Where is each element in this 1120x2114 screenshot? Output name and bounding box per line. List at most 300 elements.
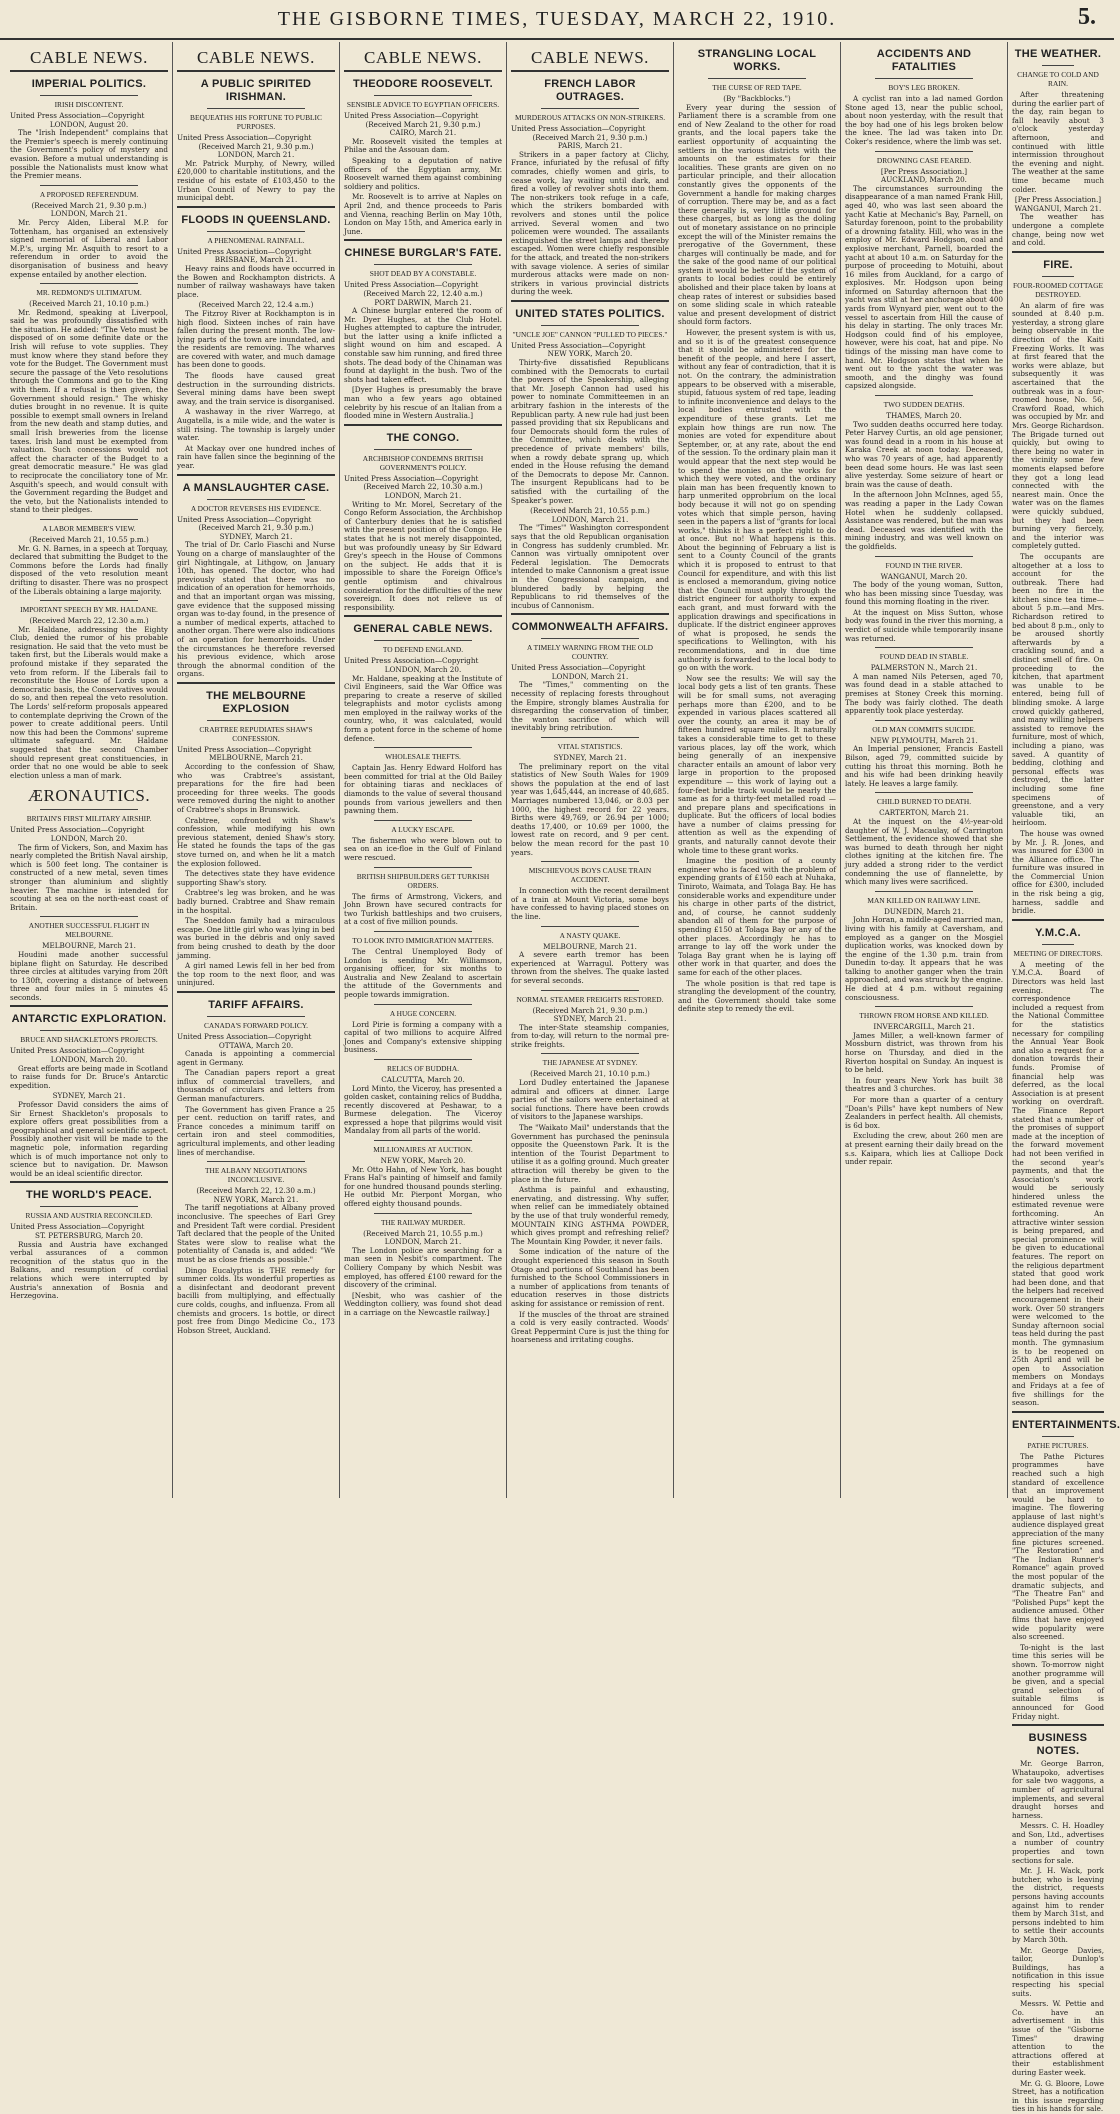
article-subhead: THE ALBANY NEGOTIATIONS INCONCLUSIVE. (205, 1166, 307, 1185)
paragraph: In the afternoon John McInnes, aged 55, was reading a paper in the Lady Cowan Hotel when he suddenly collapsed. Assistance was rendered, but the man was dead. Deceased was identified with the mining industry, and was well known on the goldfields. (845, 490, 1003, 551)
dateline: NEW YORK, March 20. (547, 349, 633, 359)
paragraph: Crabtree's leg was broken, and he was badly burned. Crabtree and Shaw remain in the hospital. (177, 888, 335, 915)
section-heading: CABLE NEWS. (364, 48, 482, 67)
paragraph: The Canadian papers report a great influx of commercial travellers, and thousands of circulars and letters from German manufacturers. (177, 1068, 335, 1104)
press-credit: United Press Association—Copyright (10, 1222, 145, 1232)
article-headline: ENTERTAINMENTS. (1012, 1418, 1120, 1431)
article-subhead: MR. REDMOND'S ULTIMATUM. (36, 288, 142, 298)
press-credit: United Press Association—Copyright (177, 246, 312, 256)
dateline: (Received March 21, 10.55 p.m.) (530, 506, 650, 516)
paragraph: A severe earth tremor has been experienced at Warragul. Pottery was thrown from the shelves. The quake lasted for several seconds. (511, 950, 669, 985)
subhead-rule (374, 1059, 472, 1060)
subhead-rule (1042, 276, 1074, 277)
dateline: LONDON, March 20. (50, 833, 128, 843)
paragraph: John Horan, a middle-aged married man, living with his family at Caversham, and employed as a ganger on the Mosgiel duplication works, was knocked down by the engine of the 1.30 p.m. train from Dunedin to-day. It appears that he was talking to another ganger when the train approached, and was struck by the engine. He died at 4 p.m. without regaining consciousness. (845, 915, 1003, 1002)
dateline: (Received March 21, 9.30 p.m.) (31, 200, 147, 210)
paragraph: The inter-State steamship companies, from to-day, will return to the normal pre-strike freights. (511, 1022, 669, 1049)
dateline: SYDNEY, March 21. (52, 1091, 126, 1101)
paragraph: A girl named Lewis fell in her bed from the top room to the next floor, and was uninjured. (177, 961, 335, 988)
paragraph: Mr. Otto Hahn, of New York, has bought Frans Hal's painting of himself and family for one hundred thousand pounds sterling. He outbid Mr. Pierpont Morgan, who offered eighty thousand pounds. (344, 1164, 502, 1209)
paragraph: Excluding the crew, about 260 men are at present earning their daily bread on the s.s. Kaipara, which lies at Calliope Dock under repair. (845, 1131, 1003, 1167)
paragraph: A cyclist ran into a lad named Gordon Stone aged 13, near the public school, about noon yesterday, with the result that the boy had one of his legs broken below the knee. The lad was taken into Dr. Coker's residence, where the limb was set. (845, 94, 1003, 146)
subhead-rule (374, 867, 472, 868)
press-credit: United Press Association—Copyright (177, 744, 312, 754)
paragraph: At the inquest on Miss Sutton, whose body was found in the river this morning, a verdict of suicide while temporarily insane was returned. (845, 607, 1003, 643)
paragraph: Messrs. W. Pettie and Co. have an advertisement in this issue of the "Gisborne Times" drawing attention to the attractions offered at their establishment during Easter week. (1012, 1999, 1104, 2077)
article-subhead: A HUGE CONCERN. (389, 1008, 457, 1018)
paragraph: A man named Nils Petersen, aged 70, was found dead in a stable attached to premises at Stoney Creek this morning. The body was fairly clothed. The death apparently took place yesterday. (845, 671, 1003, 716)
article-separator (10, 1005, 168, 1007)
subhead-rule (374, 820, 472, 821)
paragraph: At the inquest on the 4½-year-old daughter of W. J. Macaulay, of Carrington Settlement, the evidence showed that she was burned to death through her night clothes igniting at the kitchen fire. The jury added a strong rider to the verdict condemning the use of flannelette, by which many lives were sacrificed. (845, 816, 1003, 887)
subhead-rule (875, 792, 973, 793)
paragraph: The Central Unemployed Body of London is sending Mr. Williamson, organising officer, for six months to Australia and New Zealand to ascertain the attitude of the Governments and people towards immigration. (344, 946, 502, 999)
dateline: LONDON, March 20. (50, 1055, 128, 1065)
subhead-rule (374, 1213, 472, 1214)
paragraph: The firm of Vickers, Son, and Maxim has nearly completed the British Naval airship, which is 500 feet long. The container is constructed of a new metal, seven times stronger than aluminium and slightly heavier. The machine is intended for scouting at sea on the north-east coast of Britain. (10, 842, 168, 912)
subhead-rule (541, 861, 639, 862)
article-subhead: FOUND DEAD IN STABLE. (879, 652, 969, 662)
article-separator (10, 70, 168, 72)
dateline: MELBOURNE, March 21. (42, 941, 136, 951)
paragraph: Houdini made another successful biplane flight on Saturday. He described three circles at altitudes varying from 20ft to 130ft, covering a distance of between three and four miles in 5 minutes 45 seconds. (10, 949, 168, 1002)
dateline: INVERCARGILL, March 21. (873, 1022, 975, 1032)
dateline: (Received March 21, 9.30 p.m.) (532, 132, 648, 142)
subhead-rule (541, 926, 639, 927)
article-headline: THE WORLD'S PEACE. (26, 1189, 152, 1202)
article-subhead: VITAL STATISTICS. (557, 742, 623, 752)
paragraph: Lord Minto, the Viceroy, has presented a golden casket, containing relics of Buddha, recently discovered at Peshawar, to a Burmese delegation. The Viceroy expressed a hope that pilgrims would visit Mandalay from all parts of the world. (344, 1083, 502, 1136)
dateline: (Received March 21, 9.30 p.m.) (198, 141, 314, 151)
press-credit: United Press Association—Copyright (511, 340, 646, 350)
dateline: [Per Press Association.] (880, 166, 968, 176)
article-headline: A MANSLAUGHTER CASE. (182, 481, 330, 494)
column-4 (511, 42, 669, 1498)
paragraph: Lord Pirie is forming a company with a capital of two millions to acquire Alfred Jones and Company's extensive shipping business. (344, 1019, 502, 1055)
paragraph: Thirty-five dissatisfied Republicans combined with the Democrats to curtail the powers of the Speakership, alleging that Mr. Joseph Cannon had used his power to nominate Committeemen in an arbitrary fashion in the interests of the Republican party. A new rule had just been passed providing that six Republicans and four Democrats should form the rules of the Committee, which deals with the precedence of private members' bills, when a rowdy debate sprang up, which ended in the House refusing the demand of the Democrats to depose Mr. Cannon. The insurgent Republicans had to be satisfied with the curtailing of the Speaker's power. (511, 358, 669, 505)
press-credit: United Press Association—Copyright (344, 111, 479, 120)
article-separator (344, 615, 502, 617)
subhead-rule (541, 108, 639, 109)
dateline: CARTERTON, March 21. (879, 808, 969, 818)
paragraph: The trial of Dr. Carlo Fiaschi and Nurse Young on a charge of manslaughter of the girl Nightingale, at Lithgow, on January 10th, has opened. The doctor, who had previously stated that there was no indication of an operation for hemorrhoids, and that an important organ was missing, gave evidence that the supposed missing organ was to-day found, in the presence of a number of medical experts, attached to another organ. There were also indications of an operation for hemorrhoids. Under the circumstances he therefore reversed his previous evidence, which arose through the abnormal condition of the organs. (177, 540, 335, 679)
article-subhead: IMPORTANT SPEECH BY MR. HALDANE. (20, 605, 158, 615)
subhead-rule (207, 1161, 305, 1162)
dateline: BRISBANE, March 21. (214, 255, 298, 265)
subhead-rule (1042, 1436, 1074, 1437)
article-subhead: TWO SUDDEN DEATHS. (883, 400, 965, 409)
article-headline: FRENCH LABOR OUTRAGES. (544, 78, 636, 103)
subhead-rule (875, 395, 973, 396)
paragraph: The detectives state they have evidence supporting Shaw's story. (177, 869, 335, 887)
article-separator (177, 682, 335, 684)
subhead-rule (374, 95, 472, 96)
dateline: WANGANUI, March 21. (1014, 203, 1102, 213)
article-headline: FLOODS IN QUEENSLAND. (181, 213, 331, 226)
subhead-rule (40, 519, 138, 520)
column-rule (172, 42, 173, 1498)
dateline: (Received March 21, 10.10 p.m.) (530, 1069, 650, 1079)
article-subhead: FOUR-ROOMED COTTAGE DESTROYED. (1013, 280, 1103, 299)
article-headline: GENERAL CABLE NEWS. (353, 623, 493, 636)
paragraph: The "Irish Independent" complains that the Premier's speech is merely continuing the Government's policy of mystery and evasion. Before a mutual understanding is possible the Nationalists must know what the Premier means. (10, 128, 168, 181)
paragraph: Mr. J. H. Wack, pork butcher, who is leaving the district, requests persons having accounts against him to render them by March 31st, and persons indebted to him to settle their accounts by March 30th. (1012, 1866, 1104, 1944)
subhead-rule (374, 931, 472, 932)
paragraph: Mr. George Davies, tailor, Dunlop's Buildings, has a notification in this issue respecting his special suits. (1012, 1945, 1104, 1998)
press-credit: United Press Association—Copyright (177, 133, 312, 142)
article-separator (1012, 251, 1104, 253)
subhead-rule (541, 638, 639, 639)
press-credit: United Press Association—Copyright (511, 663, 646, 673)
article-subhead: MILLIONAIRES AT AUCTION. (373, 1145, 473, 1155)
paragraph: For more than a quarter of a century "Doan's Pills" have kept numbers of New Zealanders in perfect health. All chemists, is 6d box. (845, 1095, 1003, 1130)
article-subhead: FOUND IN THE RIVER. (885, 560, 963, 570)
paragraph: Crabtree, confronted with Shaw's confession, while modifying his own previous statement, denied Shaw's story. He stated he founds the taps of the gas stove turned on, and when he lit a match the explosion followed. (177, 815, 335, 868)
subhead-rule (40, 600, 138, 601)
press-credit: United Press Association—Copyright (10, 1046, 145, 1056)
column-rule (673, 42, 674, 1498)
article-subhead: NORMAL STEAMER FREIGHTS RESTORED. (516, 994, 664, 1004)
subhead-rule (875, 891, 973, 892)
subhead-rule (40, 95, 138, 96)
subhead-rule (40, 809, 138, 810)
article-separator (511, 613, 669, 615)
dateline: AUCKLAND, March 20. (881, 175, 967, 185)
dateline: LONDON, March 21. (384, 1237, 462, 1247)
article-separator (1012, 1411, 1104, 1413)
dateline: (By "Backblocks.") (723, 94, 791, 103)
article-separator (177, 70, 335, 72)
paragraph: Mr. George Barron, Whataupoko, advertises for sale two waggons, a number of agricultural implements, and several draught horses and harness. (1012, 1759, 1104, 1820)
subhead-rule (1042, 65, 1074, 66)
page-number: 5. (1078, 4, 1096, 30)
subhead-rule (374, 449, 472, 450)
dateline: (Received March 21, 9.30 p.m.) (532, 1005, 648, 1015)
dateline: LONDON, March 21. (384, 491, 462, 500)
dateline: CALCUTTA, March 20. (381, 1074, 465, 1084)
article-separator (177, 206, 335, 208)
article-subhead: WHOLESALE THEFTS. (385, 752, 461, 762)
paragraph: A meeting of the Y.M.C.A. Board of Directors was held last evening. The correspondence included a request from the National Committee for the statistics necessary for compiling the Annual Year Book and also a request for a donation towards their funds. Promise of financial help was deferred, as the local Association is at present working on overdraft. The Finance Report stated that a number of the promises of support made at the inception of the forward movement had not been verified in the second year's payments, and that the Association's work would be seriously hindered unless the estimated revenue were forthcoming. An attractive winter session is being prepared, and special prominence will be given to educational features. The report on the religious department stated that good work had been done, and that the helpers had received encouragement in their work. Over 50 strangers were welcomed to the Sunday afternoon social teas held during the past month. The gymnasium is to be reopened on 25th April and will be open to Association members on Mondays and Fridays at a fee of five shillings for the season. (1012, 959, 1104, 1408)
dateline: (Received March 22, 12.40 a.m.) (363, 288, 483, 298)
subhead-rule (40, 916, 138, 917)
article-subhead: MEETING OF DIRECTORS. (1013, 948, 1103, 958)
press-credit: United Press Association—Copyright (344, 656, 479, 666)
article-subhead: "UNCLE JOE" CANNON "PULLED TO PIECES." (512, 329, 668, 339)
article-subhead: OLD MAN COMMITS SUICIDE. (872, 724, 976, 734)
paragraph: Mr. Redmond, speaking at Liverpool, said he was profoundly dissatisfied with the situation. He added: "The Veto must be disposed of on some definite date or the Irish will refuse to vote supplies. They must know where they stand before they vote for the Budget. The Government must secure the passage of the Veto resolutions through the Commons and go to the King with them. If a refusal is then given, the Government should resign." The whisky duties brought in no revenue. It is quite possible to exempt small owners in Ireland from the new death and stamp duties, and small Irish breweries from the license taxes. Irish land must be exempted from valuation. Such concessions would not affect the character of the Budget to a great democratic measure." He was glad to reciprocate the conciliatory tone of Mr. Asquith's speech, and would consult with the Government regarding the Budget and the veto, but the Nationalists intended to stand to their pledges. (10, 307, 168, 515)
columns-area (10, 42, 1120, 2114)
article-subhead: MURDEROUS ATTACKS ON NON-STRIKERS. (514, 113, 666, 122)
dateline: LONDON, August 20. (49, 119, 129, 129)
paragraph: The floods have caused great destruction in the surrounding districts. Several mining dams have been swept away, and the train service is disorganised. (177, 371, 335, 406)
dateline: (Received March 21, 10.55 p.m.) (363, 1228, 483, 1238)
article-headline: A PUBLIC SPIRITED IRISHMAN. (200, 78, 312, 103)
dateline: (Received March 21, 9.30 p.m.) (198, 523, 314, 533)
dateline: PORT DARWIN, March 21. (374, 297, 472, 307)
section-heading: CABLE NEWS. (30, 48, 148, 67)
subhead-rule (207, 231, 305, 232)
paragraph: Every year during the session of Parliament there is a scramble from one end of New Zealand to the other for road grants, and the local papers take the earliest opportunity of acquainting the settlers in the various districts with the amounts on the estimates for their localities. These grants are given on no particular principle, and their allocation constantly gives the opponents of the Government a handle for making charges of corruption. There may be, and as a fact there generally is, very little ground for these charges, but as long as the doling out of monetary assistance on no principle except the will of the Minister remains the prerogative of the Government, these charges will continually be made, and for the sake of the good name of our political system it would be better if the system of grants to local bodies could be entirely abolished and their place taken by loans at cheap rates of interest or subsidies based on some sliding scale in which rateable value and present development of district should form factors. (678, 102, 836, 327)
subhead-rule (40, 283, 138, 284)
subhead-rule (40, 185, 138, 186)
article-subhead: IRISH DISCONTENT. (54, 100, 124, 109)
article-subhead: CANADA'S FORWARD POLICY. (203, 1020, 309, 1030)
dateline: (Received March 22, 12.4 a.m.) (198, 300, 314, 310)
dateline: PALMERSTON N., March 21. (870, 663, 978, 673)
dateline: NEW YORK, March 21. (213, 1194, 299, 1204)
masthead (0, 0, 1114, 40)
article-subhead: PATHE PICTURES. (1027, 1440, 1089, 1450)
article-headline: ANTARCTIC EXPLORATION. (11, 1013, 167, 1026)
subhead-rule (40, 1030, 138, 1031)
article-separator (344, 70, 502, 72)
paragraph: Russia and Austria have exchanged verbal assurances of a common recognition of the status quo in the Balkans, and resumption of cordial relations which were interrupted by Austria's annexation of Bosnia and Herzegovina. (10, 1239, 168, 1301)
dateline: LONDON, March 20. (384, 664, 462, 674)
paragraph: An alarm of fire was sounded at 8.40 p.m. yesterday, a strong glare being observable in the direction of the Kaiti Freezing Works. It was at first feared that the works were ablaze, but subsequently it was ascertained that the outbreak was in a four-roomed house, No. 56, Crawford Road, which was occupied by Mr. and Mrs. George Richardson. The Brigade turned out quickly, but owing to there being no water in the vicinity some few moments elapsed before they got a long lead connected with the nearest main. Once the water was on the flames were quickly subdued, but they had been burning very fiercely, and the interior was completely gutted. (1012, 300, 1104, 551)
paragraph: Speaking to a deputation of native officers of the Egyptian army, Mr. Roosevelt warned them against combining soldiery and politics. (344, 155, 502, 191)
dateline: (Received March 21, 10.10 p.m.) (29, 299, 149, 309)
article-subhead: CHANGE TO COLD AND RAIN. (1017, 70, 1099, 88)
paragraph: A washaway in the river Warrego, at Augatella, is a mile wide, and the water is still rising. The township is largely under water. (177, 407, 335, 443)
paragraph: The "Waikato Mail" understands that the Government has purchased the peninsula opposite the Queenstown Park. It is the intention of the Tourist Department to utilise it as a golfing ground. Much greater attraction will thereby be given to the place in the future. (511, 1123, 669, 1184)
column-5 (678, 42, 836, 1498)
press-credit: United Press Association—Copyright (344, 473, 479, 483)
paragraph: The weather has undergone a complete change, being now wet and cold. (1012, 212, 1104, 248)
paragraph: Imagine the position of a county engineer who is faced with the problem of expending grants of £150 each at Nuhaka, Tiniroto, Waimata, and Tolaga Bay. He has considerable works and expenditure under his charge in other parts of the district, and, of course, he cannot suddenly abandon all of them for the purpose of spending £150 at Tolaga Bay or any of the other places. Accordingly he has to arrange to lay off the work under the Tolaga Bay grant when he is laying off other work in that quarter, and does the same for each of the other places. (678, 856, 836, 977)
paragraph: The fishermen who were blown out to sea on an ice-floe in the Gulf of Finland were rescued. (344, 835, 502, 862)
article-separator (10, 1181, 168, 1183)
paragraph: If the muscles of the throat are strained a cold is very easily contracted. Woods' Great Peppermint Cure is just the thing for hoarseness and irritating coughs. (511, 1309, 669, 1345)
dateline: ST. PETERSBURG, March 20. (35, 1230, 143, 1240)
subhead-rule (374, 747, 472, 748)
article-subhead: CHILD BURNED TO DEATH. (876, 797, 972, 807)
article-subhead: SHOT DEAD BY A CONSTABLE. (369, 269, 477, 279)
column-2 (177, 42, 335, 1498)
article-headline: UNITED STATES POLITICS. (515, 307, 665, 320)
article-subhead: ANOTHER SUCCESSFUL FLIGHT IN MELBOURNE. (28, 921, 150, 940)
article-headline: THE WEATHER. (1014, 48, 1102, 60)
article-separator (344, 424, 502, 426)
paragraph: Professor David considers the aims of Sir Ernest Shackleton's proposals to explore offers great possibilities from a geographical and general scientific aspect. Possibly another visit will be made to the magnetic pole, information regarding which is of much importance not only to science but to navigation. Dr. Mawson would be an ideal scientific director. (10, 1100, 168, 1178)
subhead-rule (207, 720, 305, 721)
press-credit: United Press Association—Copyright (177, 1031, 312, 1041)
paragraph: Dingo Eucalyptus is THE remedy for summer colds. Its wonderful properties as a disinfectant and deodorant prevent bacilli from multiplying, and effectually cure colds, coughs, and influenza. From all chemists and grocers. 1s bottle, or direct post free from Dingo Medicine Co., 173 Hobson Street, Auckland. (177, 1265, 335, 1335)
paragraph: To-night is the last time this series will be shown. To-morrow night another programme will be given, and a special grand selection of suitable films is announced for Good Friday night. (1012, 1642, 1104, 1721)
paragraph: Great efforts are being made in Scotland to raise funds for Dr. Bruce's Antarctic expedition. (10, 1063, 168, 1090)
paragraph: Mr. Haldane, speaking at the Institute of Civil Engineers, said the War Office was preparing to create a reserve of skilled telegraphists and motor cyclists among men employed in the railway works of the country, who, it was calculated, would form a potent force in the scheme of home defence. (344, 673, 502, 743)
article-subhead: THE CURSE OF RED TAPE. (712, 83, 802, 92)
press-credit: United Press Association—Copyright (10, 111, 145, 120)
subhead-rule (708, 78, 806, 79)
dateline: DUNEDIN, March 21. (884, 906, 964, 916)
subhead-rule (374, 1004, 472, 1005)
paragraph: The "Times'" Washington correspondent says that the old Republican organisation in Congress has suddenly crumbled. Mr. Cannon was virtually omnipotent over Federal legislation. The Democrats intended to make Cannonism a great issue in the Congressional campaign, and blundered badly by helping the Republicans to rid themselves of the incubus of Cannonism. (511, 523, 669, 610)
article-subhead: A LABOR MEMBER'S VIEW. (42, 523, 136, 533)
dateline: (Received March 21, 9.30 p.m.) (365, 119, 481, 129)
paragraph: The Pathe Pictures programmes have reached such a high standard of excellence that an improvement would be hard to imagine. The flowering applause of last night's audience displayed great appreciation of the many fine pictures screened. "The Restoration" and "The Indian Runner's Romance" again proved the most popular of the dramatic subjects, and "The Theatre Fan" and "Polished Pups" kept the audience amused. Other films that have enjoyed wide popularity were also screened. (1012, 1451, 1104, 1642)
paragraph: However, the present system is with us, and so it is of the greatest consequence that it should be administered for the benefit of the people, and here I assert, without any fear of contradiction, that it is not. On the contrary, the administration appears to be observed with a miserable, stupid, fatuous system of red tape, leading to infinite inconvenience and delays to the local bodies entrusted with the expenditure of these grants. Let me explain how things are run now. The monies are voted for expenditure about September, or, at any rate, about the end of the session. To the ordinary plain man it would appear that the next step would be to spend the monies on the works for which they were voted, and the ordinary plain man has been frequently known to harp unmerited opprobrium on the local body because it will not go on spending votes which that simple person, having seen in the papers a list of "grants for local works," thinks it has a perfect right to do at once. But no! What happens is this. About the beginning of February a list is sent to a County Council of the grants which it is proposed to entrust to that Council for expenditure, and with this list is enclosed a memorandum, giving notice that the Council must apply through the district engineer for authority to expend each grant, and must forward with the application drawings and specifications in duplicate. If the district engineer approves of what is proposed, he sends the specifications to Wellington, with his recommendations, and in due time authority is forwarded to the local body to go on with the work. (678, 328, 836, 673)
column-rule (506, 42, 507, 1498)
dateline: LONDON, March 21. (551, 671, 629, 681)
subhead-rule (875, 1006, 973, 1007)
press-credit: United Press Association—Copyright (177, 514, 312, 524)
subhead-rule (1042, 944, 1074, 945)
article-subhead: MAN KILLED ON RAILWAY LINE. (867, 895, 981, 905)
paragraph: Canada is appointing a commercial agent in Germany. (177, 1049, 335, 1067)
article-headline: TARIFF AFFAIRS. (208, 998, 304, 1011)
article-headline: THE MELBOURNE EXPLOSION (206, 689, 306, 715)
subhead-rule (875, 720, 973, 721)
dateline: [Per Press Association.] (1014, 195, 1102, 205)
subhead-rule (875, 78, 973, 79)
paragraph: The Sneddon family had a miraculous escape. One little girl who was lying in bed was buried in the débris and only saved from being crushed to death by the door jamming. (177, 916, 335, 960)
column-rule (339, 42, 340, 1498)
subhead-rule (875, 647, 973, 648)
article-subhead: RUSSIA AND AUSTRIA RECONCILED. (25, 1211, 153, 1221)
dateline: MELBOURNE, March 21. (209, 753, 303, 763)
paragraph: The body of the young woman, Sutton, who has been missing since Tuesday, was found this morning floating in the river. (845, 580, 1003, 607)
paragraph: Lord Dudley entertained the Japanese admiral and officers at dinner. Large parties of the sailors were entertained at social functions. There have been crowds of visitors to the Japanese warships. (511, 1078, 669, 1122)
article-subhead: A PHENOMENAL RAINFALL. (207, 235, 305, 245)
article-subhead: THE JAPANESE AT SYDNEY. (542, 1058, 638, 1068)
subhead-rule (207, 108, 305, 109)
paragraph: The London police are searching for a man seen in Nesbit's compartment. The Colliery Company by which Nesbit was employed, has offered £100 reward for the discovery of the criminal. (344, 1245, 502, 1290)
article-subhead: CRABTREE REPUDIATES SHAW'S CONFESSION. (199, 724, 313, 743)
paragraph: Mr. Percy Alden, Liberal M.P. for Tottenham, has organised an extensively signed memorial of Liberal and Labor M.P.'s, urging Mr. Asquith to resort to a referendum in order to avoid the disorganisation of business and heavy expense entailed by another election. (10, 217, 168, 279)
article-subhead: BRITISH SHIPBUILDERS GET TURKISH ORDERS. (356, 871, 490, 890)
article-separator (1012, 919, 1104, 921)
column-rule (840, 42, 841, 1498)
paragraph: At Mackay over one hundred inches of rain have fallen since the beginning of the year. (177, 443, 335, 470)
article-subhead: BRITAIN'S FIRST MILITARY AIRSHIP. (26, 814, 152, 824)
article-subhead: MISCHIEVOUS BOYS CAUSE TRAIN ACCIDENT. (528, 866, 652, 885)
article-subhead: SENSIBLE ADVICE TO EGYPTIAN OFFICERS. (346, 100, 500, 109)
press-credit: United Press Association—Copyright (344, 280, 479, 290)
article-subhead: A DOCTOR REVERSES HIS EVIDENCE. (190, 503, 322, 513)
article-headline: Y.M.C.A. (1035, 926, 1081, 939)
paragraph: Mr. Roosevelt visited the temples at Philae and the Assouan dam. (344, 136, 502, 155)
article-headline: THEODORE ROOSEVELT. (353, 78, 493, 90)
column-7 (1012, 42, 1120, 2114)
subhead-rule (374, 1140, 472, 1141)
article-separator (511, 70, 669, 72)
dateline: (Received March 22, 12.30 a.m.) (29, 616, 149, 626)
article-headline: STRANGLING LOCAL WORKS. (697, 48, 817, 73)
paragraph: James Miller, a well-known farmer of Mossburn district, was thrown from his horse on Thursday, and died in the Riverton hospital on Sunday. An inquest is to be held. (845, 1030, 1003, 1075)
dateline: NEW YORK, March 20. (380, 1156, 466, 1166)
subhead-rule (541, 737, 639, 738)
paragraph: Mr. G. G. Bloore, Lowe Street, has a notification in this issue regarding ties in his hands for sale. (1012, 2078, 1104, 2114)
article-headline: BUSINESS NOTES. (1028, 1732, 1088, 1758)
dateline: SYDNEY, March 21. (553, 753, 627, 763)
article-headline: CHINESE BURGLAR'S FATE. (344, 247, 502, 260)
column-rule (1007, 42, 1008, 1498)
article-subhead: A TIMELY WARNING FROM THE OLD COUNTRY. (526, 643, 654, 662)
paragraph: In four years New York has built 38 theatres and 3 churches. (845, 1075, 1003, 1094)
column-6 (845, 42, 1003, 1498)
subhead-rule (374, 640, 472, 641)
article-separator (344, 239, 502, 241)
column-3 (344, 42, 502, 1498)
article-separator (511, 300, 669, 302)
article-subhead: TO LOOK INTO IMMIGRATION MATTERS. (352, 935, 494, 945)
section-heading: ÆRONAUTICS. (27, 786, 151, 806)
article-subhead: A PROPOSED REFERENDUM. (39, 189, 139, 199)
article-subhead: THROWN FROM HORSE AND KILLED. (859, 1011, 989, 1021)
subhead-rule (40, 1206, 138, 1207)
paragraph: After threatening during the earlier part of the day, rain began to fall heavily about 3 o'clock yesterday afternoon, and continued with little intermission throughout the evening and night. The weather at the same time became much colder. (1012, 90, 1104, 194)
dateline: SYDNEY, March 21. (553, 1014, 627, 1024)
paragraph: The tariff negotiations at Albany proved inconclusive. The speeches of Earl Grey and President Taft were cordial. President Taft declared that the people of the United States were slow to realise what the potentiality of Canada is, and added: "We must be as close friends as possible." (177, 1203, 335, 1264)
article-headline: THE CONGO. (386, 431, 460, 444)
paragraph: Mr. G. N. Barnes, in a speech at Torquay, declared that submitting the Budget to the Commons before the Lords had finally disposed of the veto resolution meant drifting to disaster. There was no prospect of the Liberals obtaining a large majority. (10, 543, 168, 596)
article-headline: IMPERIAL POLITICS. (31, 78, 147, 90)
paragraph: Strikers in a paper factory at Clichy, France, infuriated by the refusal of fifty comrades, chiefly women and girls, to cease work, lay waiting until dark, and fired a volley of revolver shots into them. The non-strikers took refuge in a cafe, which the strikers bombarded with revolvers and stones until the police arrived. Several women and two policemen were wounded. The assailants extinguished the street lamps and thereby escaped. Women were chiefly responsible for the attack, and treated the non-strikers with savage violence. A series of similar murderous attacks were made on non-strikers in various provincial districts during the week. (511, 149, 669, 297)
article-subhead: A LUCKY ESCAPE. (391, 824, 455, 834)
article-separator (1012, 1724, 1104, 1726)
article-subhead: A NASTY QUAKE. (559, 930, 621, 940)
paragraph: Messrs. C. H. Hoadley and Son, Ltd., advertises a number of country properties and town sections for sale. (1012, 1821, 1104, 1865)
article-headline: ACCIDENTS AND FATALITIES (876, 48, 972, 73)
article-separator (177, 991, 335, 993)
subhead-rule (541, 325, 639, 326)
paragraph: The circumstances surrounding the disappearance of a man named Frank Hill, aged 40, who was last seen aboard the yacht Katie at Mechanic's Bay, Parnell, on Saturday forenoon, point to the probability of a drowning fatality. Hill, who was in the employ of Mr. Edward Hodgson, coal and explosive merchant, Parnell, boarded the yacht at about 10 a.m. on Saturday for the purpose of proceeding to Motuihi, about 16 miles from Auckland, for a cargo of explosives. Mr. Hodgson upon being informed on Saturday afternoon that the yacht was still at her anchorage about 400 yards from Wynyard pier, went out to the vessel to ascertain from Hill the cause of his delay in starting. The only traces Mr. Hodgson could find of his employee, however, were his coat, hat and pipe. No tidings of the missing man have come to hand. Mr. Hodgson states that when he went out to the yacht the water was smooth, and the dinghy was found capsized alongside. (845, 183, 1003, 391)
paragraph: Writing to Mr. Morel, Secretary of the Congo Reform Association, the Archbishop of Canterbury denies that he is satisfied with the present position of the Congo. He states that he is not merely disappointed, but was profoundly uneasy by Sir Edward Grey's speech in the House of Commons on the subject. He adds that it is impossible to share the Foreign Office's gentle optimism and chivalrous consideration for the difficulties of the new sovereign. It does not relieve us of responsibility. (344, 499, 502, 612)
paragraph: The "Times," commenting on the necessity of replacing forests throughout the Empire, strongly blames Australia for disregarding the conservation of timber, the wanton sacrifice of which will inevitably bring retribution. (511, 680, 669, 733)
dateline: (Received March 22, 10.30 a.m.) (363, 482, 483, 492)
dateline: THAMES, March 20. (886, 411, 962, 420)
dateline: LONDON, March 21. (551, 514, 629, 524)
paragraph: Two sudden deaths occurred here today. Peter Harvey Curtis, an old age pensioner, was found dead in a room in his house at Karaka Creek at noon today. Deceased, who was 70 years of age, had apparently been dead some hours. He was last seen alive yesterday. Some seizure of heart or brain was the cause of death. (845, 419, 1003, 489)
paragraph: Mr. Patrick Murphy, of Newry, willed £20,000 to charitable institutions, and the residue of his estate of £103,450 to the Urban Council of Newry to pay the municipal debt. (177, 158, 335, 203)
subhead-rule (875, 556, 973, 557)
dateline: LONDON, March 21. (217, 150, 295, 160)
paragraph: A Chinese burglar entered the room of Mr. Dyer Hughes, at the Club Hotel. Hughes attempted to capture the intruder, but the latter using a knife inflicted a slight wound on him and escaped. A constable saw him running, and fired three shots. The dead body of the Chinaman was found at daylight in the bush. Two of the shots had taken effect. (344, 306, 502, 384)
dateline: NEW PLYMOUTH, March 21. (870, 735, 978, 745)
paragraph: The Government has given France a 25 per cent. reduction on tariff rates, and France concedes a minimum tariff on certain iron and steel commodities, agricultural implements, and other leading lines of merchandise. (177, 1104, 335, 1157)
article-subhead: TO DEFEND ENGLAND. (382, 645, 464, 655)
article-subhead: RELICS OF BUDDHA. (386, 1063, 460, 1073)
article-subhead: THE RAILWAY MURDER. (380, 1217, 466, 1227)
subhead-rule (207, 1016, 305, 1017)
subhead-rule (207, 499, 305, 500)
paragraph: The occupants are altogether at a loss to account for the outbreak. There had been no fire in the kitchen since tea time—about 5 p.m.—and Mrs. Richardson retired to bed about 8 p.m., only to be aroused shortly afterwards by a crackling sound, and a distinct smell of fire. On proceeding to the kitchen, that apartment was unable to be entered, being full of blinding smoke. A large crowd quickly gathered, and many willing helpers assisted to remove the furniture, most of which, including a piano, was saved. A quantity of bedding, clothing and personal effects was destroyed, the latter including some fine specimens of greenstone, and a very valuable tiki, an heirloom. (1012, 551, 1104, 828)
dateline: WANGANUI, March 20. (880, 571, 968, 581)
subhead-rule (541, 1053, 639, 1054)
dateline: OTTAWA, March 20. (218, 1040, 294, 1050)
dateline: SYDNEY, March 21. (219, 531, 293, 541)
paragraph: In connection with the recent derailment of a train at Mount Victoria, some boys have confessed to having placed stones on the line. (511, 886, 669, 921)
article-headline: COMMONWEALTH AFFAIRS. (511, 621, 669, 634)
press-credit: United Press Association—Copyright (10, 825, 145, 835)
press-credit: United Press Association—Copyright (511, 124, 646, 133)
dateline: (Received March 21, 10.55 p.m.) (29, 534, 149, 544)
article-subhead: DROWNING CASE FEARED. (876, 155, 972, 165)
subhead-rule (541, 990, 639, 991)
article-separator (177, 474, 335, 476)
paragraph: Now see the results: We will say the local body gets a list of ten grants. These will be for small sums, not averaging perhaps more than £200, and to be expended in various places scattered all over the county, an area it may be of fifteen hundred square miles. It naturally takes a considerable time to get to these various places, lay off the work, which being generally of an inexpensive character entails an amount of labor very large in proportion to the proposed expenditure — this work of laying out a four-feet bridle track would be nearly the same as for a thirty-feet metalled road — and prepare plans and specifications in duplicate. But the officers of local bodies have a number of claims pressing for attention as well as the expending of grants, and naturally cannot devote their whole time to these grant works. (678, 673, 836, 855)
paragraph: Asthma is painful and exhausting, enervating, and distressing. Why suffer, when relief can be immediately obtained by the use of that truly wonderful remedy, MOUNTAIN KING ASTHMA POWDER, which gives prompt and refreshing relief? The Mountain King Powder, it never fails. (511, 1185, 669, 1246)
dateline: MELBOURNE, March 21. (543, 941, 637, 951)
paragraph: An Imperial pensioner, Francis Eastell Bilson, aged 79, committed suicide by cutting his throat this morning. Both he and his wife had been drinking heavily lately. He leaves a large family. (845, 744, 1003, 788)
article-headline: FIRE. (1043, 258, 1073, 271)
article-subhead: BRUCE AND SHACKLETON'S PROJECTS. (20, 1035, 158, 1045)
paragraph: The preliminary report on the vital statistics of New South Wales for 1909 shows the population at the end of last year was 1,645,444, an increase of 40,685. Marriages numbered 13,046, or 8.03 per 1000, the highest record for 22 years. Births were 49,769, or 26.94 per 1000; deaths 17,400, or 10.69 per 1000, the lowest rate on record, and 9 per cent. below the mean record for the past 10 years. (511, 761, 669, 857)
paragraph: Mr. Roosevelt is to arrive at Naples on April 2nd, and thence proceeds to Paris and Vienna, reaching Berlin on May 10th, London on May 15th, and America early in June. (344, 192, 502, 236)
paragraph: The whole position is that red tape is strangling the development of the country, and the Government should take some definite step to remedy the evil. (678, 978, 836, 1014)
paragraph: [Nesbit, who was cashier of the Weddington colliery, was found shot dead in a carriage on the Newcastle railway.] (344, 1290, 502, 1317)
